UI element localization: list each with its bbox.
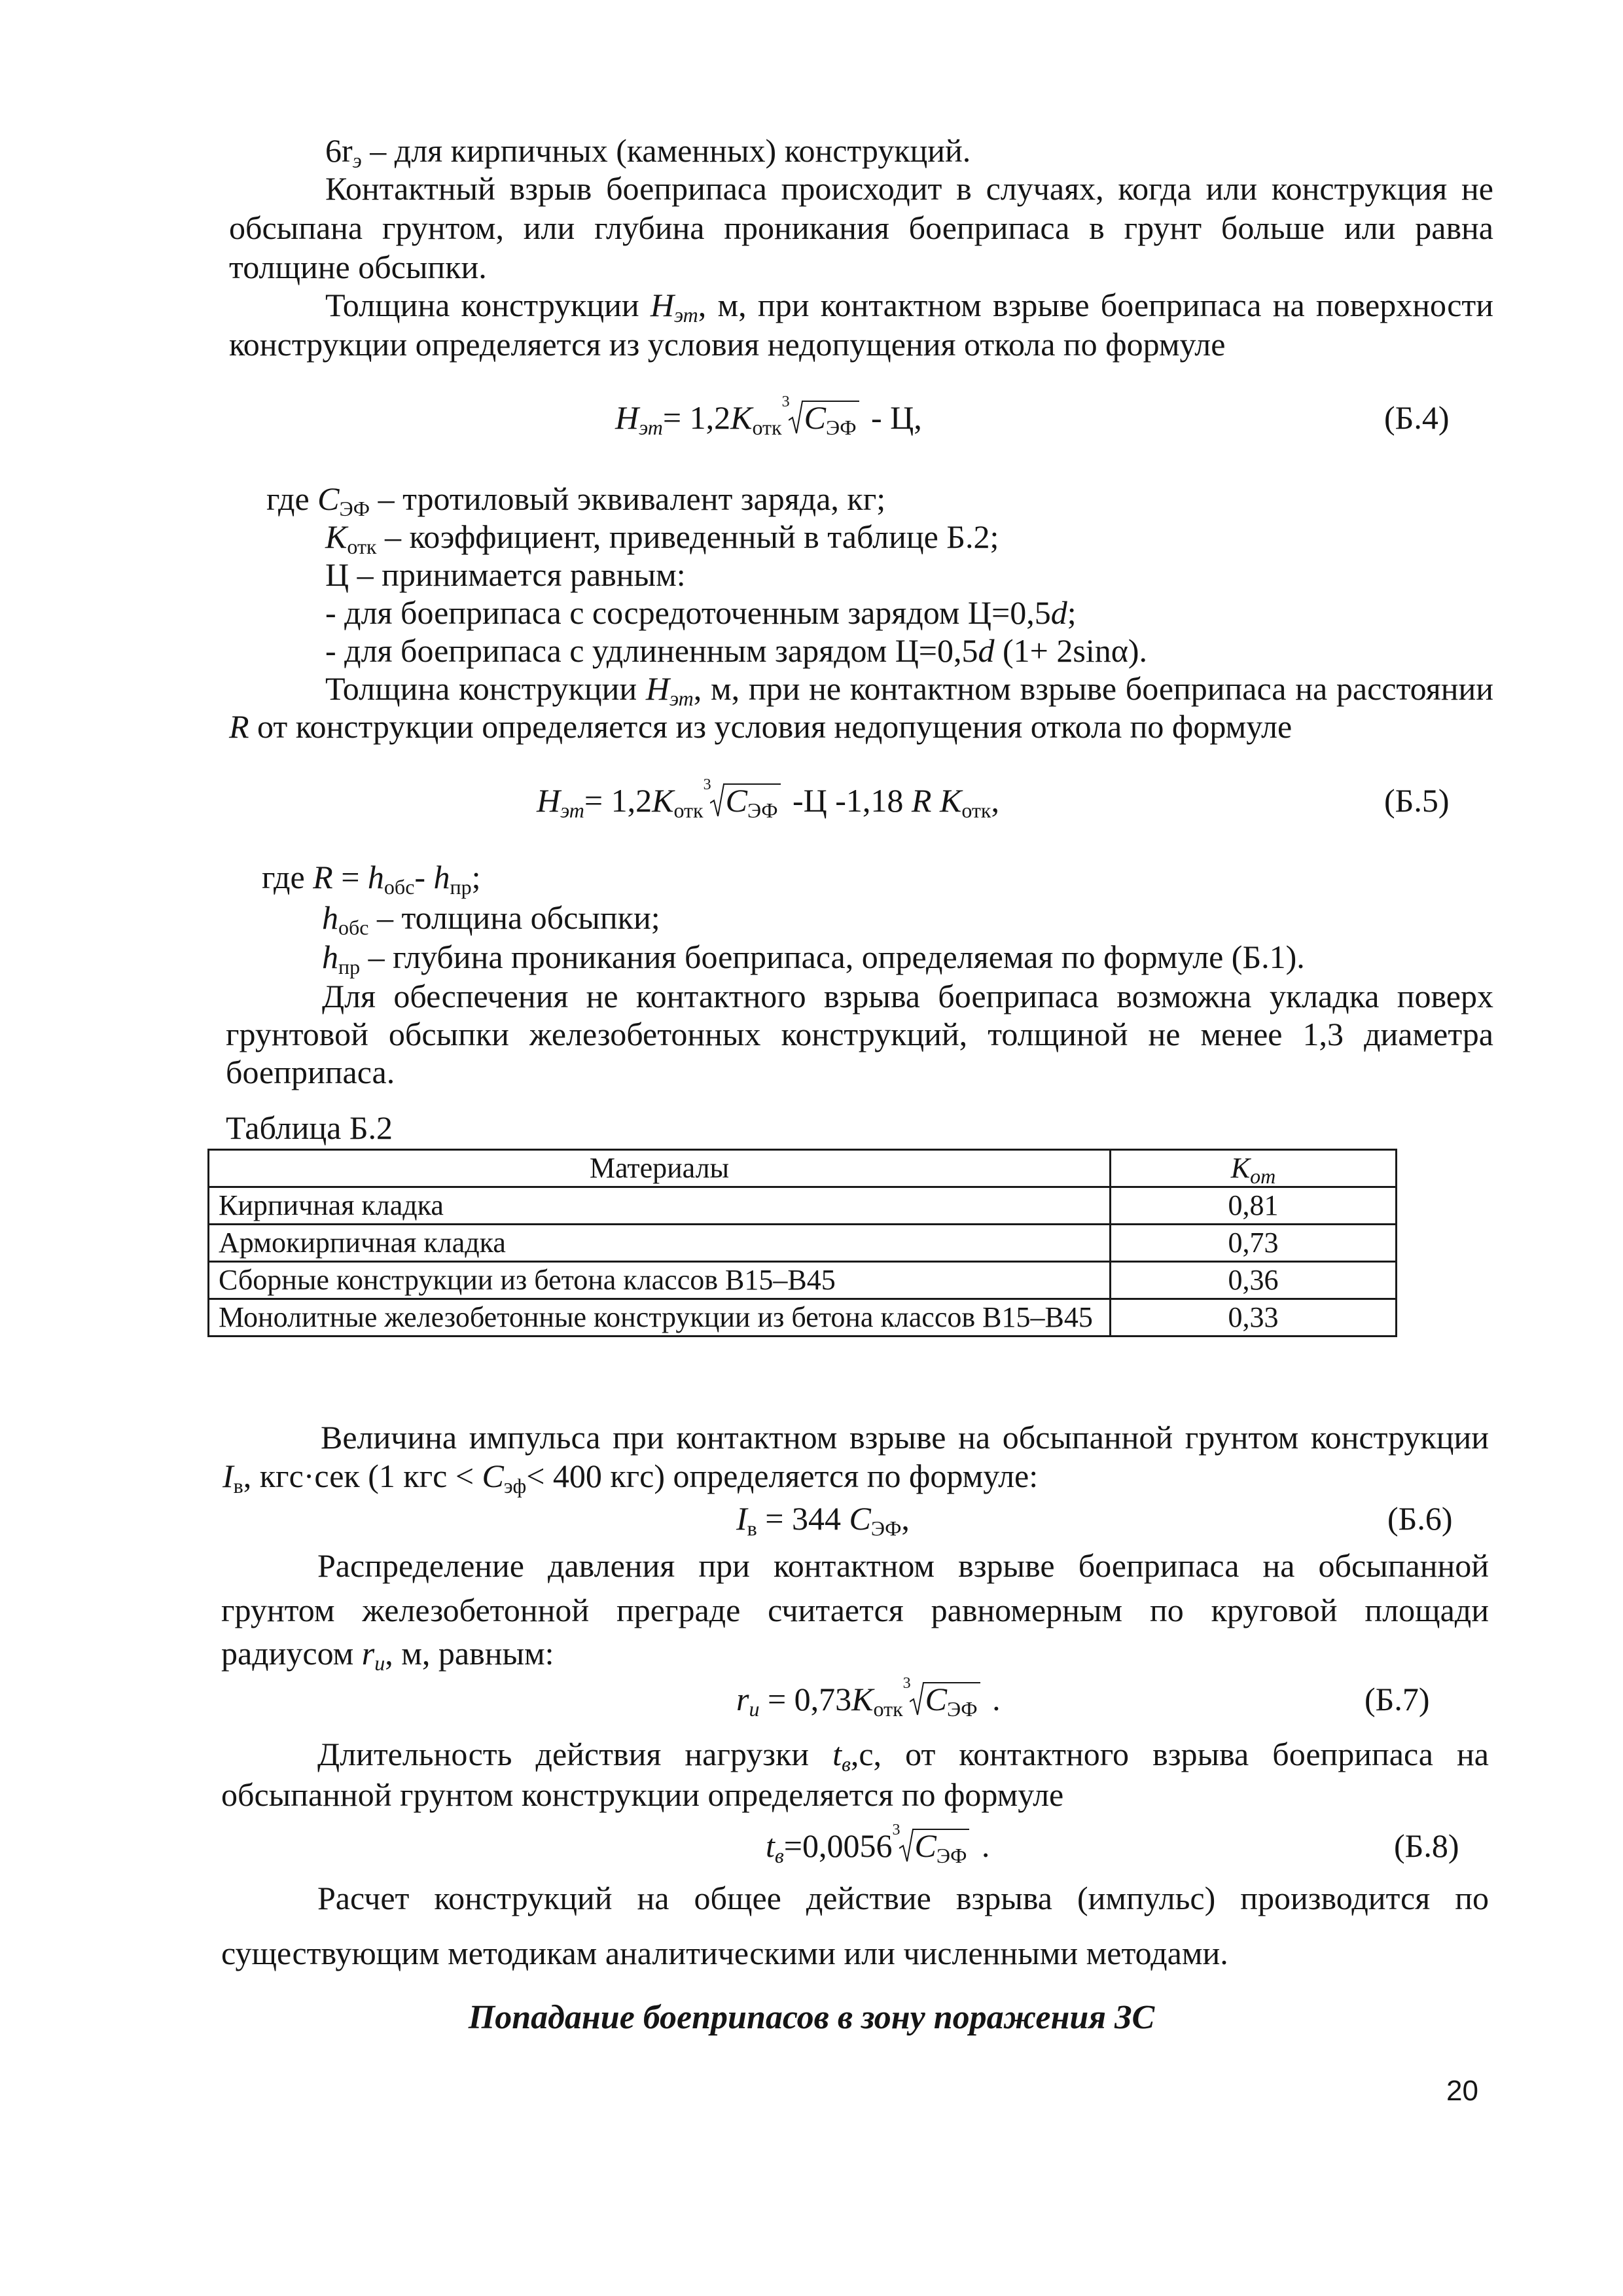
text-line: где $C_{ЭФ}$ – тротиловый эквивалент заряда, кг; [266,480,886,520]
table-header-row [209,1150,1397,1187]
formula-b7: $r_u = 0,73K_{отк}$ 3 $C_{ЭФ}$ . [736,1675,1001,1721]
formula-b4: $H_{эт}= 1,2K_{отк}$ 3 $C_{ЭФ}$ - Ц, [615,393,922,439]
table-cell: 0,73 [1110,1225,1396,1262]
text-line: $K_{отк}$ – коэффициент, приведенный в таблице Б.2; [325,518,999,558]
text-line: Контактный взрыв боеприпаса происходит в случаях, когда или конструкция не [325,170,1493,207]
text-line: толщине обсыпки. [229,249,487,285]
text-line: Толщина конструкции $H_{эт}$, м, при не контактном взрыве боеприпаса на расстоянии [325,670,1493,710]
text-line: обсыпанной грунтом конструкции определяется по формуле [221,1776,1064,1813]
text-line: боеприпаса. [226,1054,395,1090]
text-line: конструкции определяется из условия недопущения откола по формуле [229,326,1226,363]
cube-root: 3 $C_{ЭФ}$ [704,781,785,820]
table-row [209,1299,1397,1336]
text-line: грунтом железобетонной преграде считается равномерным по круговой площади [221,1592,1489,1628]
text-line: Распределение давления при контактном взрыве боеприпаса на обсыпанной [317,1547,1489,1584]
formula-b5: $H_{эт}= 1,2K_{отк}$ 3 $C_{ЭФ}$ -Ц -1,18 R $K_{отк}$, [537,776,999,822]
table-row [209,1187,1397,1225]
text-line: Толщина конструкции $H_{эт}$, м, при контактном взрыве боеприпаса на поверхности [325,287,1494,327]
formula-b6: $I_в = 344$ $C_{ЭФ}$, [736,1500,910,1540]
formula-number: (Б.5) [1384,782,1450,819]
formula-number: (Б.4) [1384,399,1450,436]
cube-root: 3 $C_{ЭФ}$ [782,398,863,437]
text-line: $I_в$, кгс·сек (1 кгс < $C_{эф}< 400$ кгс) определяется по формуле: [223,1458,1039,1498]
text-line: существующим методикам аналитическими или численными методами. [221,1935,1228,1971]
table-cell: 0,36 [1110,1262,1396,1299]
text-line: R от конструкции определяется из условия недопущения откола по формуле [229,708,1293,745]
text-line: Длительность действия нагрузки $t_в,с$, от контактного взрыва боеприпаса на [317,1736,1489,1776]
table-header-cell: $K_{от}$ [1110,1150,1396,1187]
formula-number: (Б.8) [1394,1827,1459,1864]
table-cell: 0,33 [1110,1299,1396,1336]
text-line: $h_{обс}$ – толщина обсыпки; [322,899,660,939]
materials-table [207,1149,1397,1337]
text-line: радиусом $r_u$, м, равным: [221,1635,554,1675]
table-row [209,1262,1397,1299]
text-line: Величина импульса при контактном взрыве на обсыпанной грунтом конструкции [321,1419,1489,1456]
table-cell: Кирпичная кладка [209,1187,1111,1225]
table-row [209,1225,1397,1262]
text-line: грунтовой обсыпки железобетонных конструкций, толщиной не менее 1,3 диаметра [226,1016,1493,1052]
formula-b8: $t_в=0,0056$ 3 $C_{ЭФ}$ . [766,1821,990,1867]
page-number: 20 [1446,2075,1478,2107]
text-line: $6r_э$ – для кирпичных (каменных) конструкций. [325,132,971,172]
text-line: - для боеприпаса с сосредоточенным зарядом Ц=0,5d; [325,594,1077,631]
text-line: $h_{пр}$ – глубина проникания боеприпаса, определяемая по формуле (Б.1). [322,939,1305,978]
text-line: где $R = h_{обс}-$ $h_{пр}$; [262,859,481,899]
text-line: Для обеспечения не контактного взрыва боеприпаса возможна укладка поверх [322,978,1493,1014]
cube-root: 3 $C_{ЭФ}$ [903,1679,984,1719]
cube-root: 3 $C_{ЭФ}$ [893,1826,974,1865]
table-cell: Армокирпичная кладка [209,1225,1111,1262]
section-heading: Попадание боеприпасов в зону поражения ЗС [468,1999,1155,2036]
text-line: - для боеприпаса с удлиненным зарядом Ц=0,5d (1+ 2sinα). [325,632,1148,669]
text-line: Расчет конструкций на общее действие взрыва (импульс) производится по [317,1880,1489,1916]
table-caption: Таблица Б.2 [226,1109,393,1146]
text-line: обсыпана грунтом, или глубина проникания боеприпаса в грунт больше или равна [229,209,1493,246]
table-header-cell: Материалы [209,1150,1111,1187]
table-cell: Монолитные железобетонные конструкции из бетона классов В15–В45 [209,1299,1111,1336]
text-line: Ц – принимается равным: [325,556,686,593]
formula-number: (Б.7) [1364,1681,1430,1717]
table-cell: Сборные конструкции из бетона классов В15–В45 [209,1262,1111,1299]
table-cell: 0,81 [1110,1187,1396,1225]
formula-number: (Б.6) [1387,1500,1453,1537]
